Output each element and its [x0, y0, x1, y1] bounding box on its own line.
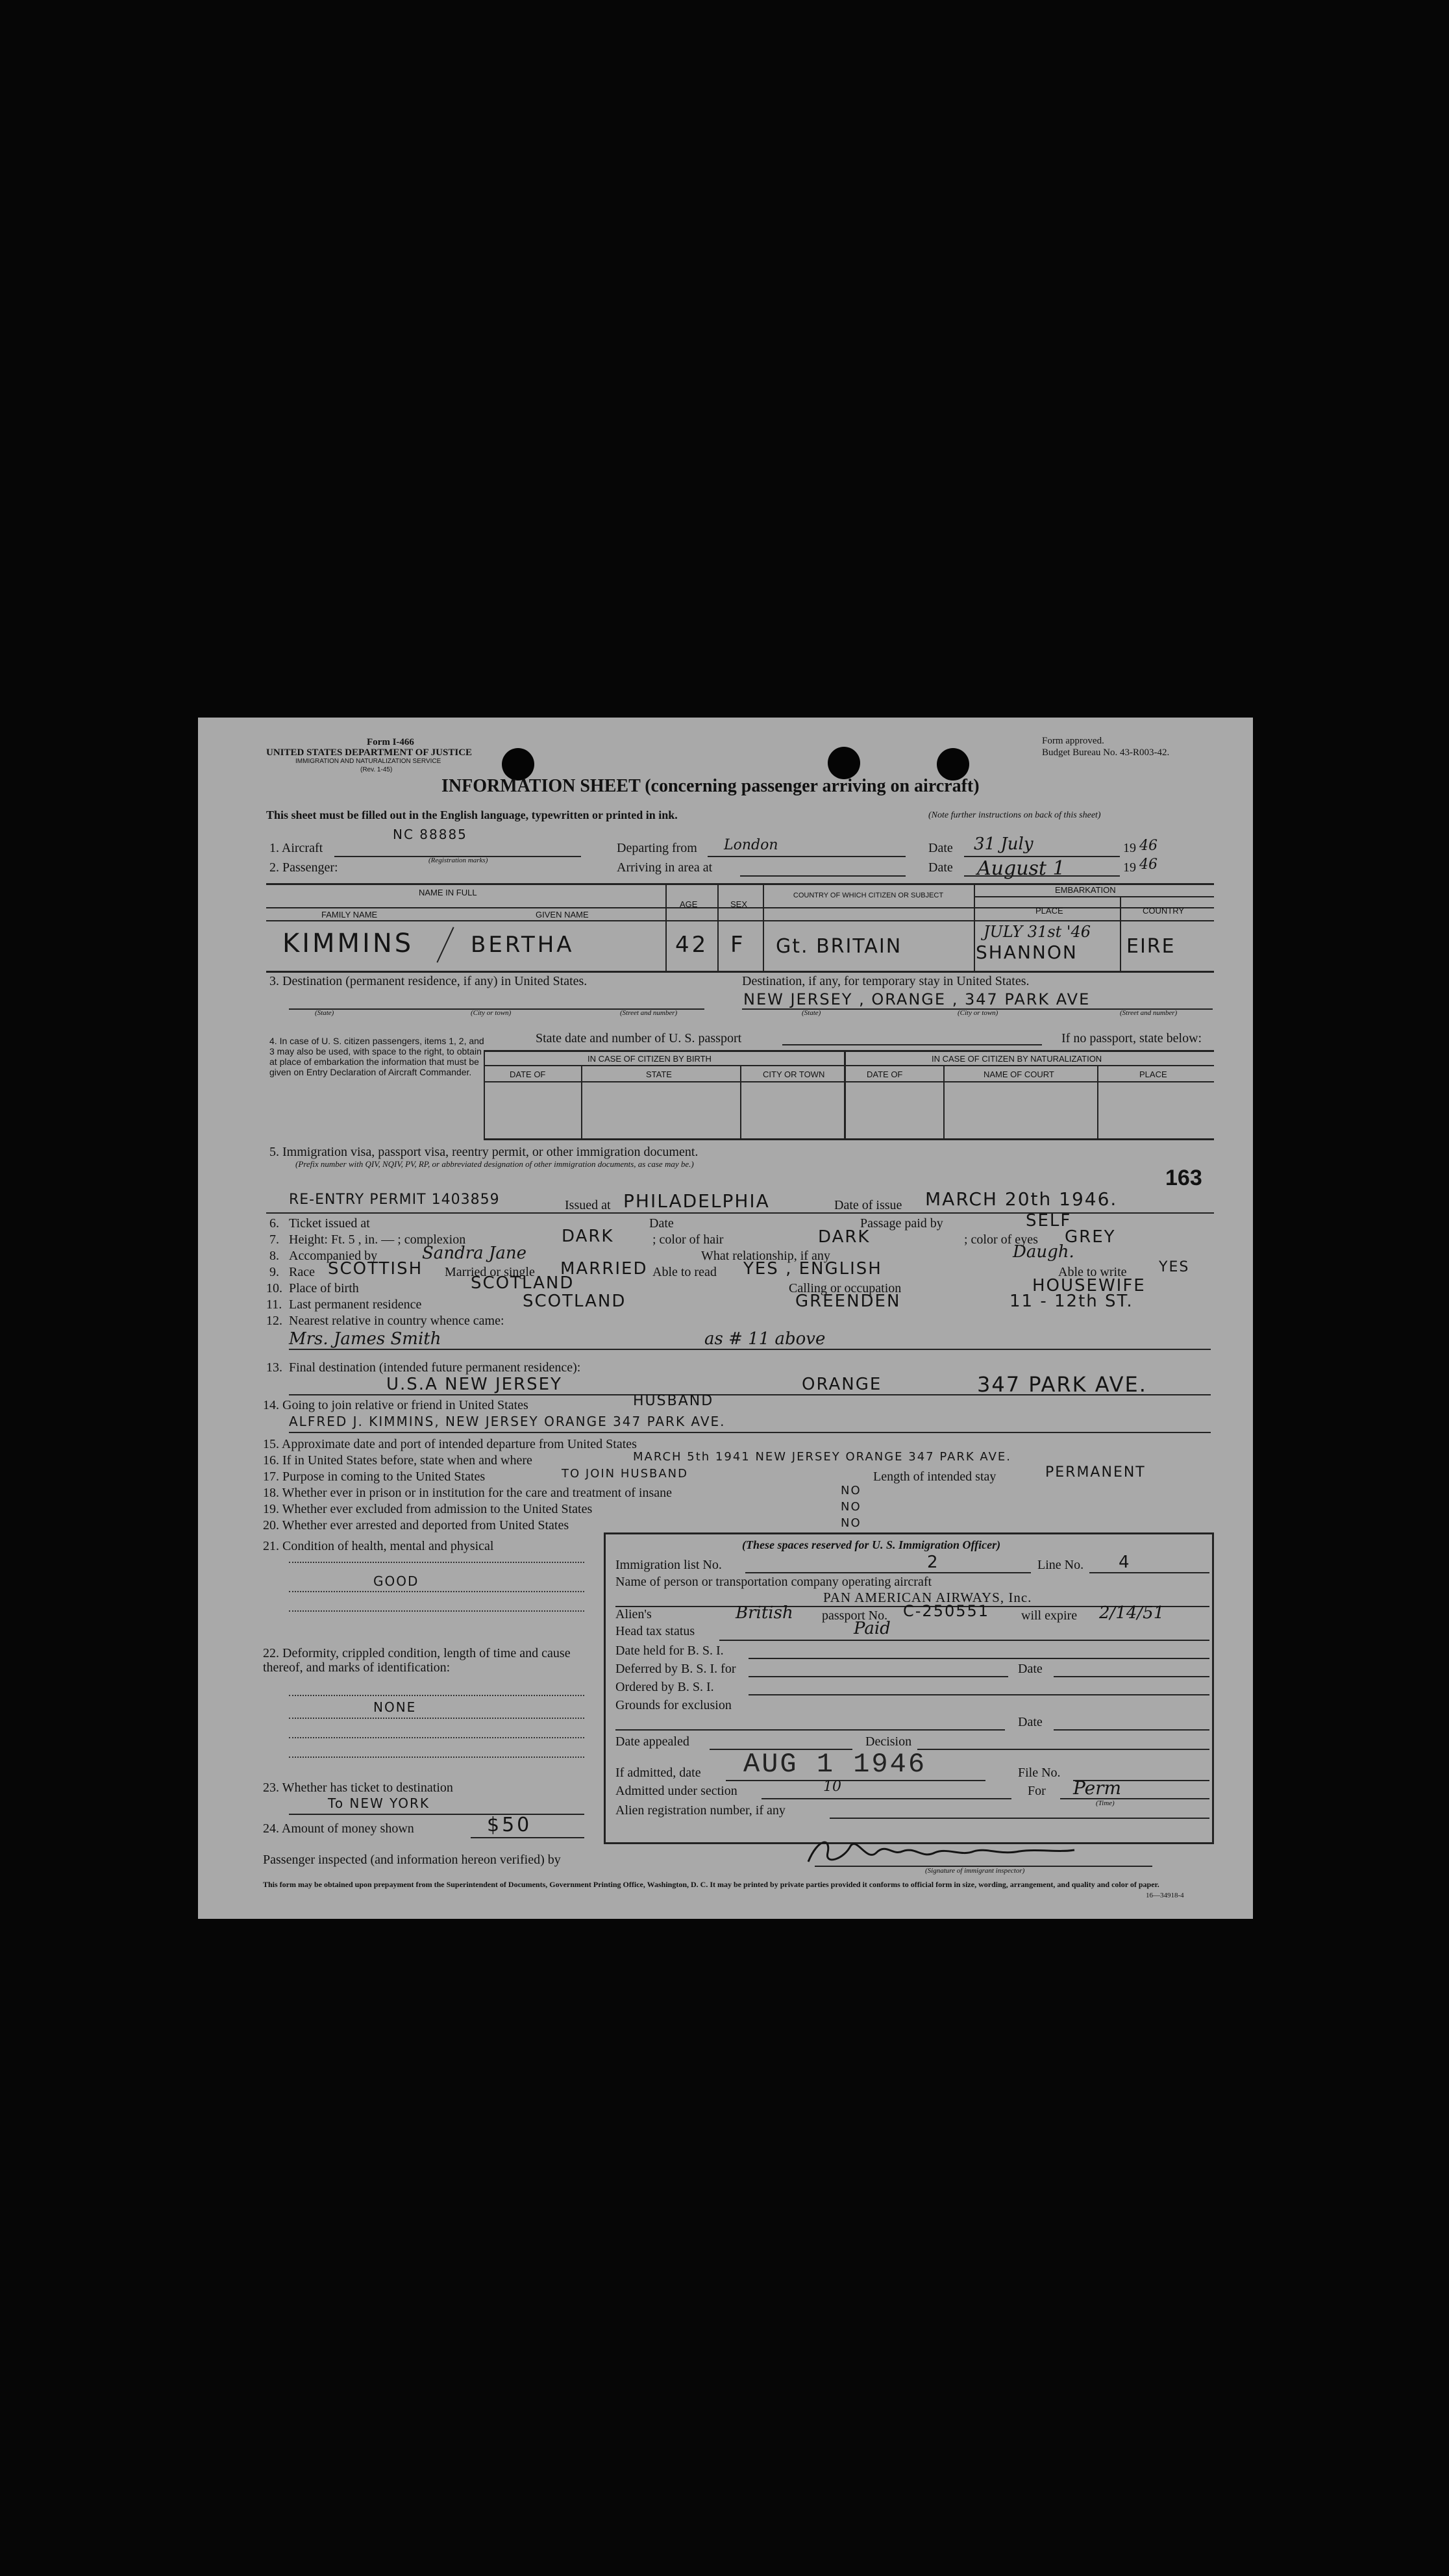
destination-temporary-label: Destination, if any, for temporary stay in United States. — [742, 974, 1030, 988]
for-value: Perm — [1073, 1777, 1122, 1799]
last-residence-country: SCOTLAND — [523, 1292, 626, 1311]
departing-label: Departing from — [617, 841, 697, 855]
col-date-of: DATE OF — [867, 1069, 903, 1079]
nearest-relative-address: as # 11 above — [704, 1329, 826, 1349]
able-to-write-value: YES — [1159, 1259, 1190, 1275]
row-number: 8. — [269, 1249, 279, 1263]
item23-value: To NEW YORK — [328, 1795, 430, 1811]
accompanied-by-value: Sandra Jane — [422, 1244, 526, 1263]
destination-permanent-label: 3. Destination (permanent residence, if any) in United States. — [269, 974, 588, 988]
date-held-label: Date held for B. S. I. — [615, 1644, 724, 1658]
item24-value: $50 — [487, 1814, 532, 1836]
arrival-year-prefix: 19 — [1123, 860, 1136, 875]
ordered-by-label: Ordered by B. S. I. — [615, 1680, 714, 1694]
embarkation-header: EMBARKATION — [1055, 885, 1116, 895]
file-number-label: File No. — [1018, 1766, 1061, 1780]
footer-code: 16—34918-4 — [1146, 1892, 1184, 1899]
departure-date-label: Date — [928, 841, 953, 855]
revision: (Rev. 1-45) — [360, 766, 393, 773]
punch-hole — [828, 747, 860, 779]
note: (Note further instructions on back of this sheet) — [928, 810, 1101, 820]
item19-label: 19. Whether ever excluded from admission to the United States — [263, 1502, 593, 1516]
able-to-read-label: Able to read — [652, 1265, 717, 1279]
signature-caption: (Signature of immigrant inspector) — [925, 1867, 1025, 1875]
information-sheet-document — [198, 718, 1253, 1919]
given-name-header: GIVEN NAME — [536, 910, 589, 919]
nearest-relative-label: Nearest relative in country whence came: — [289, 1314, 504, 1328]
citizen-passenger-note: 4. In case of U. S. citizen passengers, items 1, 2, and 3 may also be used, with space to the right, to obtain at place of embarkation the information that must be given on Entry Declaration of Aircraft Commander. — [269, 1036, 484, 1077]
decision-label: Decision — [865, 1734, 912, 1749]
sex-header: SEX — [730, 899, 748, 909]
instruction: This sheet must be filled out in the English language, typewritten or printed in ink. — [266, 808, 678, 821]
city-caption: (City or town) — [471, 1009, 512, 1017]
issued-at-label: Issued at — [565, 1198, 611, 1212]
birthplace-label: Place of birth — [289, 1281, 359, 1295]
officer-section — [604, 1532, 1214, 1844]
complexion-value: DARK — [562, 1227, 614, 1246]
accompanied-by-label: Accompanied by — [289, 1249, 378, 1263]
passage-paid-label: Passage paid by — [860, 1216, 943, 1231]
arrival-date-value: August 1 — [977, 857, 1065, 880]
passage-paid-value: SELF — [1026, 1211, 1072, 1231]
departure-date-value: 31 July — [974, 834, 1034, 854]
company-value: PAN AMERICAN AIRWAYS, Inc. — [823, 1590, 1032, 1605]
row-number: 12. — [266, 1314, 282, 1328]
passport-date-label: State date and number of U. S. passport — [536, 1031, 742, 1045]
date-of-issue-value: MARCH 20th 1946. — [925, 1188, 1118, 1210]
row-number: 6. — [269, 1216, 279, 1231]
item16-label: 16. If in United States before, state when and where — [263, 1453, 532, 1468]
able-to-read-value: YES , ENGLISH — [743, 1259, 882, 1279]
item14-value: ALFRED J. KIMMINS, NEW JERSEY ORANGE 347 PARK AVE. — [289, 1414, 726, 1429]
hair-color-label: ; color of hair — [652, 1232, 724, 1247]
head-tax-label: Head tax status — [615, 1624, 695, 1638]
citizen-value: Gt. BRITAIN — [776, 935, 902, 958]
item18-label: 18. Whether ever in prison or in institution for the care and treatment of insane — [263, 1486, 672, 1500]
form-approved: Form approved. — [1042, 736, 1104, 746]
item19-value: NO — [841, 1500, 861, 1514]
item21-value: GOOD — [373, 1573, 419, 1589]
line-number-value: 4 — [1119, 1553, 1131, 1572]
line-number-label: Line No. — [1037, 1558, 1084, 1572]
departure-year-prefix: 19 — [1123, 841, 1136, 855]
birthplace-value: SCOTLAND — [471, 1273, 575, 1293]
passport-number-label: passport No. — [822, 1608, 888, 1623]
stay-length-label: Length of intended stay — [873, 1469, 997, 1484]
row-number: 11. — [266, 1297, 282, 1312]
immigration-document-label: 5. Immigration visa, passport visa, reentry permit, or other immigration document. — [269, 1145, 699, 1159]
relationship-value: Daugh. — [1013, 1242, 1074, 1262]
item17-label: 17. Purpose in coming to the United States — [263, 1469, 486, 1484]
company-label: Name of person or transportation company operating aircraft — [615, 1575, 932, 1589]
deferred-date-label: Date — [1018, 1662, 1043, 1676]
citizen-by-naturalization-header: IN CASE OF CITIZEN BY NATURALIZATION — [932, 1054, 1102, 1064]
item15-label: 15. Approximate date and port of intended departure from United States — [263, 1437, 637, 1451]
grounds-label: Grounds for exclusion — [615, 1698, 732, 1712]
inspector-signature — [805, 1833, 1078, 1869]
row-number: 9. — [269, 1265, 279, 1279]
item24-label: 24. Amount of money shown — [263, 1821, 414, 1836]
height-label: Height: Ft. 5 , in. — ; complexion — [289, 1232, 466, 1247]
aliens-label: Alien's — [615, 1607, 652, 1621]
immigration-list-label: Immigration list No. — [615, 1558, 722, 1572]
nearest-relative-value: Mrs. James Smith — [289, 1329, 441, 1349]
country-citizen-header: COUNTRY OF WHICH CITIZEN OR SUBJECT — [793, 892, 944, 899]
hair-color-value: DARK — [818, 1227, 871, 1247]
col-city-or-town: CITY OR TOWN — [763, 1069, 825, 1079]
item20-value: NO — [841, 1516, 861, 1530]
page-title: INFORMATION SHEET (concerning passenger arriving on aircraft) — [441, 776, 980, 796]
final-destination-street: 347 PARK AVE. — [977, 1372, 1147, 1397]
expire-value: 2/14/51 — [1099, 1603, 1165, 1623]
registration-caption: (Registration marks) — [428, 857, 488, 864]
col-state: STATE — [646, 1069, 672, 1079]
issued-at-value: PHILADELPHIA — [623, 1190, 770, 1212]
occupation-label: Calling or occupation — [789, 1281, 902, 1295]
last-residence-street: 11 - 12th ST. — [1009, 1292, 1133, 1311]
item23-label: 23. Whether has ticket to destination — [263, 1781, 453, 1795]
immigration-list-value: 2 — [927, 1553, 939, 1572]
given-name-value: BERTHA — [471, 932, 575, 958]
final-destination-country-state: U.S.A NEW JERSEY — [386, 1375, 562, 1394]
item16-value: MARCH 5th 1941 NEW JERSEY ORANGE 347 PARK AVE. — [633, 1450, 1011, 1464]
final-destination-label: Final destination (intended future permanent residence): — [289, 1360, 581, 1375]
item14-relation: HUSBAND — [633, 1393, 714, 1409]
aliens-value: British — [736, 1603, 793, 1623]
arrival-date-label: Date — [928, 860, 953, 875]
departure-year: 46 — [1139, 838, 1158, 854]
embarkation-place-value: SHANNON — [976, 942, 1078, 963]
citizen-by-birth-header: IN CASE OF CITIZEN BY BIRTH — [588, 1054, 712, 1064]
date-of-issue-label: Date of issue — [834, 1198, 902, 1212]
item18-value: NO — [841, 1484, 861, 1497]
form-number: Form I-466 — [367, 737, 414, 747]
item20-label: 20. Whether ever arrested and deported from United States — [263, 1518, 569, 1532]
grounds-date-label: Date — [1018, 1715, 1043, 1729]
arrival-year: 46 — [1139, 857, 1158, 873]
arriving-label: Arriving in area at — [617, 860, 713, 875]
alien-registration-label: Alien registration number, if any — [615, 1803, 786, 1818]
ticket-date-label: Date — [649, 1216, 674, 1231]
destination-value: NEW JERSEY , ORANGE , 347 PARK AVE — [743, 990, 1091, 1008]
row-number: 13. — [266, 1360, 282, 1375]
last-residence-town: GREENDEN — [795, 1292, 901, 1311]
aircraft-value: NC 88885 — [393, 827, 467, 842]
admitted-section-value: 10 — [823, 1779, 841, 1795]
col-name-of-court: NAME OF COURT — [984, 1069, 1054, 1079]
service-name: IMMIGRATION AND NATURALIZATION SERVICE — [295, 758, 441, 765]
state-caption: (State) — [802, 1009, 821, 1017]
date-appealed-label: Date appealed — [615, 1734, 689, 1749]
sex-value: F — [730, 932, 746, 958]
family-name-value: KIMMINS — [282, 929, 414, 958]
race-label: Race — [289, 1265, 315, 1279]
item21-label: 21. Condition of health, mental and physical — [263, 1539, 494, 1553]
page-number: 163 — [1165, 1166, 1202, 1190]
officer-section-title: (These spaces reserved for U. S. Immigration Officer) — [742, 1538, 1001, 1551]
budget-bureau: Budget Bureau No. 43-R003-42. — [1042, 747, 1170, 758]
married-value: MARRIED — [560, 1259, 648, 1279]
immigration-document-sub: (Prefix number with QIV, NQIV, PV, RP, or abbreviated designation of other immigration documents, as case may be.) — [295, 1159, 694, 1169]
deferred-label: Deferred by B. S. I. for — [615, 1662, 736, 1676]
admitted-date-label: If admitted, date — [615, 1766, 701, 1780]
departing-value: London — [724, 837, 778, 853]
col-date-of: DATE OF — [510, 1069, 546, 1079]
head-tax-value: Paid — [854, 1619, 891, 1638]
country-header: COUNTRY — [1143, 906, 1185, 916]
time-caption: (Time) — [1096, 1799, 1115, 1807]
for-label: For — [1028, 1784, 1046, 1798]
final-destination-city: ORANGE — [802, 1375, 882, 1394]
able-to-write-label: Able to write — [1058, 1265, 1127, 1279]
occupation-value: HOUSEWIFE — [1032, 1276, 1146, 1295]
aircraft-label: 1. Aircraft — [269, 841, 323, 855]
item17-value: TO JOIN HUSBAND — [562, 1467, 688, 1481]
eye-color-label: ; color of eyes — [964, 1232, 1038, 1247]
city-caption: (City or town) — [958, 1009, 998, 1017]
street-caption: (Street and number) — [620, 1009, 678, 1017]
passport-number-value: C-250551 — [903, 1602, 990, 1620]
row-number: 7. — [269, 1232, 279, 1247]
last-residence-label: Last permanent residence — [289, 1297, 422, 1312]
item14-label: 14. Going to join relative or friend in United States — [263, 1398, 528, 1412]
eye-color-value: GREY — [1065, 1227, 1116, 1247]
col-place: PLACE — [1139, 1069, 1167, 1079]
name-in-full-header: NAME IN FULL — [419, 888, 477, 897]
place-header: PLACE — [1035, 906, 1063, 916]
embarkation-country-value: EIRE — [1126, 935, 1176, 958]
department-name: UNITED STATES DEPARTMENT OF JUSTICE — [266, 747, 473, 758]
age-header: AGE — [680, 899, 698, 909]
married-label: Married or single — [445, 1265, 535, 1279]
row-number: 10. — [266, 1281, 282, 1295]
embarkation-date-value: JULY 31st '46 — [984, 923, 1091, 941]
state-caption: (State) — [315, 1009, 334, 1017]
relationship-label: What relationship, if any — [701, 1249, 830, 1263]
ticket-issued-label: Ticket issued at — [289, 1216, 370, 1231]
passenger-label: 2. Passenger: — [269, 860, 338, 875]
race-value: SCOTTISH — [328, 1259, 423, 1279]
expire-label: will expire — [1021, 1608, 1078, 1623]
item22-label: 22. Deformity, crippled condition, length of time and cause thereof, and marks of identification: — [263, 1646, 571, 1675]
stay-length-value: PERMANENT — [1045, 1464, 1146, 1481]
admitted-section-label: Admitted under section — [615, 1784, 737, 1798]
footer-text: This form may be obtained upon prepayment from the Superintendent of Documents, Government Printing Office, Washington, D. C. It may be printed by private parties provided it conforms to official form in size, wording, arrangement, and quality and color of paper. — [263, 1880, 1159, 1889]
family-name-header: FAMILY NAME — [321, 910, 378, 919]
street-caption: (Street and number) — [1120, 1009, 1178, 1017]
no-passport-label: If no passport, state below: — [1061, 1031, 1202, 1045]
admitted-date-stamp: AUG 1 1946 — [743, 1749, 927, 1780]
age-value: 42 — [675, 932, 709, 958]
document-value: RE-ENTRY PERMIT 1403859 — [289, 1192, 500, 1208]
item22-value: NONE — [373, 1699, 417, 1715]
inspected-label: Passenger inspected (and information hereon verified) by — [263, 1853, 561, 1867]
